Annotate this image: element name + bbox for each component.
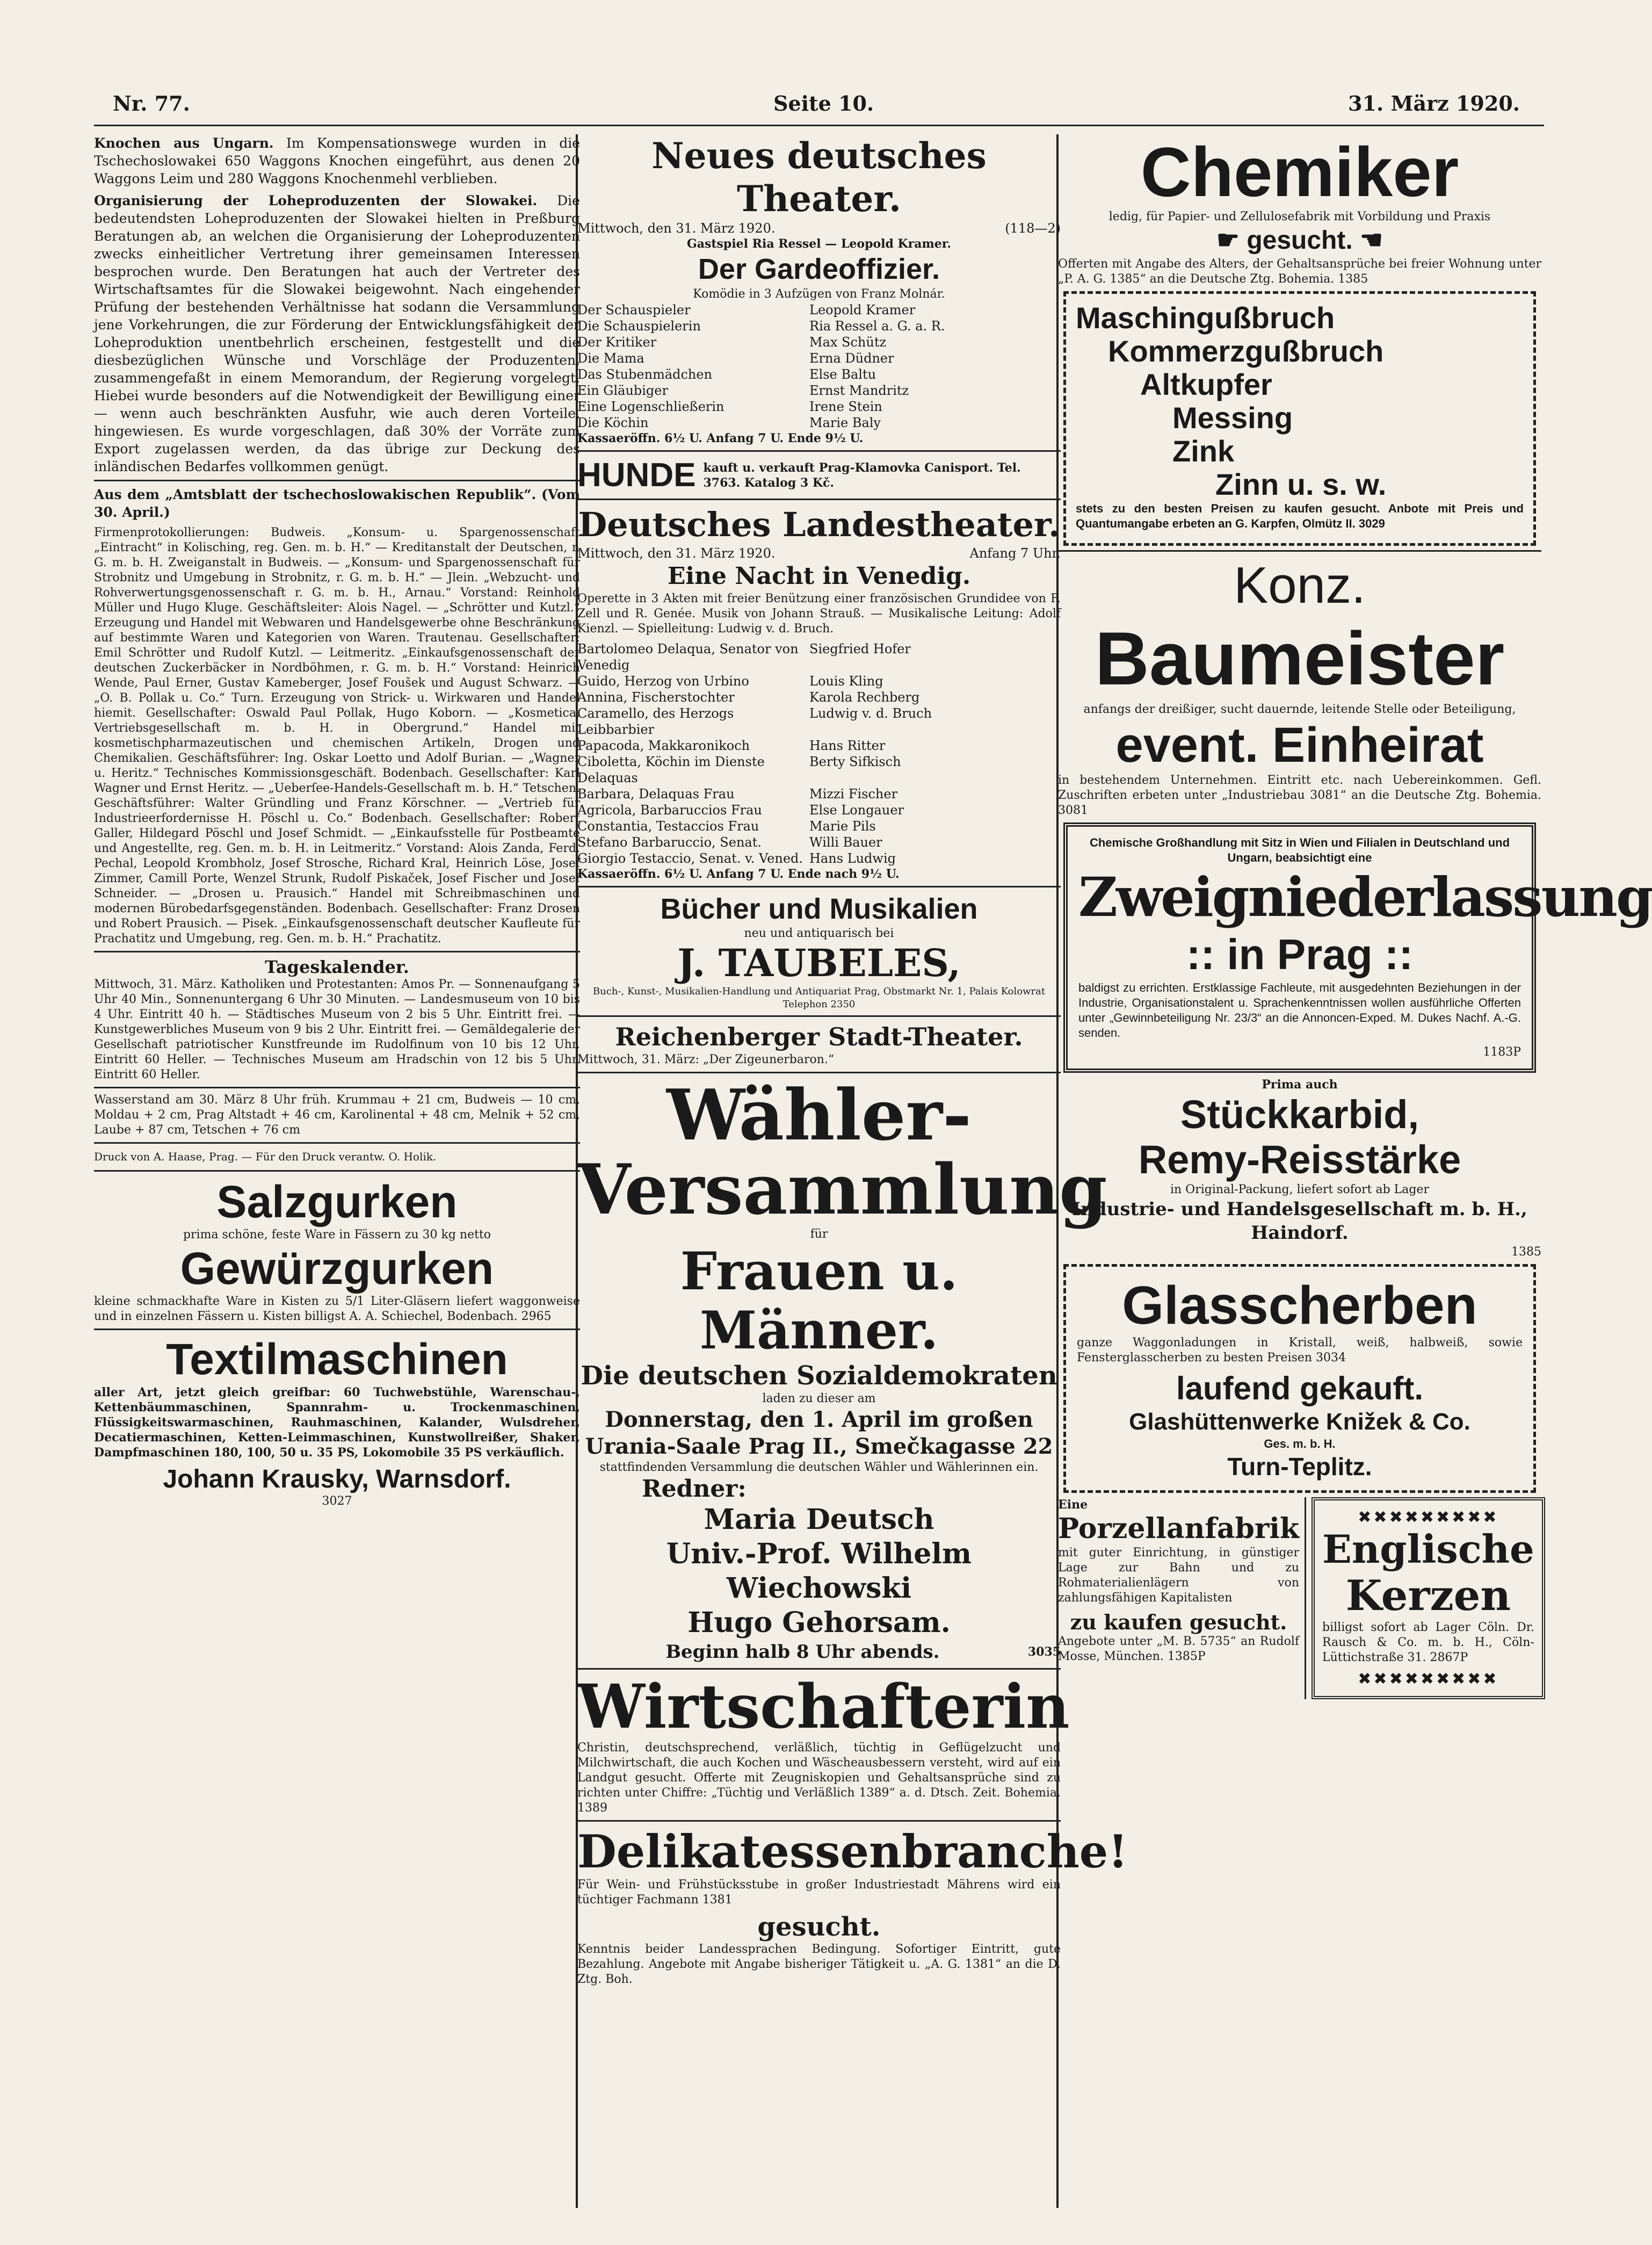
ad-chemiker-sub: ledig, für Papier- und Zellulosefabrik mit Vorbildung und Praxis bbox=[1108, 210, 1491, 223]
ad-delikatessen-text: Für Wein- und Frühstücksstube in großer Industriestadt Mährens wird ein tüchtiger Fachmann 1381 bbox=[577, 1878, 1061, 1907]
border-ornament-icon: ✖✖✖✖✖✖✖✖✖ bbox=[1358, 1670, 1499, 1688]
theater2-play: Eine Nacht in Venedig. bbox=[667, 562, 971, 590]
guss-line: Zinn u. s. w. bbox=[1215, 467, 1387, 501]
kalender-title: Tageskalender. bbox=[265, 957, 409, 977]
article-amtsblatt: Aus dem „Amtsblatt der tschechoslowakischen Republik“. (Vom 30. April.) bbox=[94, 487, 581, 520]
ad-porz-gesucht: zu kaufen gesucht. bbox=[1070, 1610, 1287, 1634]
ad-glas-text: ganze Waggonladungen in Kristall, weiß, halbweiß, sowie Fensterglasscherben zu besten Preisen 3034 bbox=[1077, 1336, 1523, 1365]
ad-taubeles-title: J. TAUBELES, bbox=[677, 941, 961, 985]
ad-buecher-sub: neu und antiquarisch bei bbox=[744, 927, 894, 940]
ad-waehler-title1: Wähler- bbox=[666, 1074, 972, 1156]
theater2-times: Kassaeröffn. 6½ U. Anfang 7 U. Ende nach 9½ U. bbox=[577, 867, 900, 881]
ad-textil-title: Textilmaschinen bbox=[166, 1335, 508, 1384]
guss-line: Messing bbox=[1172, 401, 1293, 435]
article-lohe: Organisierung der Loheproduzenten der Slowakei. Die bedeutendsten Loheproduzenten der Slowakei hielten in Preßburg Beratungen ab, an welchen die Organisierung der Loheproduzenten zwecks einheitlicher Vertretung ihrer gemeinsamen Interessen besprochen wurde. Den Beratungen hat auch der Vertreter des Wirtschaftsamtes für die Slowakei beigewohnt. Nach eingehender Prüfung der bestehenden Verhältnisse hat sodann die Versammlung jene Vorkehrungen, die zur Förderung der Entwicklungsfähigkeit der Loheproduktion unentbehrlich erscheinen, festgestellt und die diesbezüglichen Wünsche und Vorschläge der Produzenten, zusammengefaßt in einem Memorandum, der Regierung vorgelegt. Hiebei wurde besonders auf die Notwendigkeit der Bewilligung einer — wenn auch beschränkten Ausfuhr, wie auch deren Vorteile, hingewiesen. Es wurde vorgeschlagen, daß 30% der Vorräte zum Export zugelassen werden, da das übrige zur Deckung des inländischen Bedarfes vollkommen genügt. bbox=[94, 193, 580, 474]
ad-gewuerzgurken-title: Gewürzgurken bbox=[180, 1243, 494, 1294]
druck-text: Druck von A. Haase, Prag. — Für den Druck verantw. O. Holik. bbox=[94, 1150, 437, 1163]
ad-taubeles-text: Buch-, Kunst-, Musikalien-Handlung und Antiquariat Prag, Obstmarkt Nr. 1, Palais Kolowrat Telephon 2350 bbox=[592, 986, 1046, 1010]
ad-wirtschafterin-text: Christin, deutschsprechend, verläßlich, tüchtig in Geflügelzucht und Milchwirtschaft, die auch Kochen und Wäscheausbessern versteht, wird auf ein Landgut gesucht. Offerte mit Zeugniskopien und Gehaltsansprüche sind zu richten unter Chiffre: „Tüchtig und Verläßlich 1389“ a. d. Dtsch. Zeit. Bohemia. 1389 bbox=[577, 1741, 1061, 1815]
ad-waehler-frauen: Frauen u. Männer. bbox=[680, 1241, 958, 1361]
ad-chemiker-gesucht: ☛ gesucht. ☚ bbox=[1216, 226, 1383, 255]
ad-salzgurken-title: Salzgurken bbox=[216, 1176, 458, 1227]
guss-line: Kommerzgußbruch bbox=[1108, 334, 1384, 368]
cast-row: Die Mama Erna Düdner bbox=[577, 351, 894, 366]
cast-row: Der Kritiker Max Schütz bbox=[577, 335, 887, 350]
cast-row: Papacoda, Makkaronikoch Hans Ritter bbox=[577, 738, 886, 753]
cast-row: Guido, Herzog von Urbino Louis Kling bbox=[577, 674, 883, 689]
ad-waehler-title2: Versammlung bbox=[577, 1150, 1107, 1230]
cast-row: Constantia, Testaccios Frau Marie Pils bbox=[577, 819, 876, 834]
ad-waehler-beginn: Beginn halb 8 Uhr abends. 3035 bbox=[665, 1641, 1061, 1663]
ad-waehler-place: Urania-Saale Prag II., Smečkagasse 22 bbox=[585, 1434, 1053, 1459]
column-theater bbox=[577, 134, 1128, 2213]
guss-line: Maschingußbruch bbox=[1076, 301, 1335, 335]
border-ornament-icon: ✖✖✖✖✖✖✖✖✖ bbox=[1358, 1508, 1499, 1527]
ad-chemiker-title: Chemiker bbox=[1140, 133, 1459, 211]
ad-porzellan: Eine Porzellanfabrik mit guter Einrichtung, in günstiger Lage zur Bahn und zu Rohmaterialienlägern von zahlungsfähigen Kapitalisten zu kaufen gesucht. Angebote unter „M. B. 5735“ an Rudolf Mosse, München. 1385P bbox=[1058, 1497, 1306, 1699]
ad-hunde: HUNDE kauft u. verkauft Prag-Klamovka Canisport. Tel. 3763. Katalog 3 Kč. bbox=[577, 457, 1021, 494]
ad-reis-title: Remy-Reisstärke bbox=[1138, 1137, 1461, 1182]
ad-textil-num: 3027 bbox=[322, 1495, 352, 1508]
theater1-times: Kassaeröffn. 6½ U. Anfang 7 U. Ende 9½ U. bbox=[577, 431, 864, 445]
ad-gussbruch bbox=[1063, 291, 1536, 546]
article-knochen: Knochen aus Ungarn. Im Kompensationswege wurden in die Tschechoslowakei 650 Waggons Knochen eingeführt, aus denen 20 Waggons Leim und 280 Waggons Knochenmehl verblieben. bbox=[94, 135, 580, 186]
cast-row: Eine Logenschließerin Irene Stein bbox=[577, 399, 882, 414]
issue-number: Nr. 77. bbox=[113, 91, 190, 116]
wasserstand-text: Wasserstand am 30. März 8 Uhr früh. Krummau + 21 cm, Budweis — 10 cm, Moldau + 2 cm, Prag Altstadt + 46 cm, Karolinental + 48 cm, Melnik + 52 cm, Laube + 87 cm, Tetschen + 76 cm bbox=[94, 1093, 580, 1137]
guss-line: Zink bbox=[1172, 434, 1235, 468]
kalender-text: Mittwoch, 31. März. Katholiken und Protestanten: Amos Pr. — Sonnenaufgang 5 Uhr 40 Min., Sonnenuntergang 6 Uhr 30 Minuten. — Landesmuseum von 10 bis 4 Uhr. Eintritt 40 h. — Städtisches Museum von 2 bis 5 Uhr. Eintritt frei. — Kunstgewerbliches Museum von 9 bis 2 Uhr. Eintritt frei. — Gemäldegalerie der Gesellschaft patriotischer Kunstfreunde im Rudolfinum von 10 bis 12 Uhr. Eintritt 60 Heller. — Technisches Museum am Hradschin von 12 bis 5 Uhr. Eintritt 60 Heller. bbox=[94, 978, 580, 1081]
page-header bbox=[113, 91, 1520, 124]
ad-einheirat-text: in bestehendem Unternehmen. Eintritt etc. nach Uebereinkommen. Gefl. Zuschriften erbeten unter „Industriebau 3081“ an die Deutsche Ztg. Bohemia. 3081 bbox=[1058, 774, 1541, 817]
cast-row: Das Stubenmädchen Else Baltu bbox=[577, 367, 876, 382]
ad-karbid-title: Stückkarbid, bbox=[1180, 1092, 1419, 1137]
theater1-dateline: Mittwoch, den 31. März 1920. (118—2) bbox=[577, 221, 1061, 236]
ad-gussbruch-text: stets zu den besten Preisen zu kaufen gesucht. Anbote mit Preis und Quantumangabe erbeten an G. Karpfen, Olmütz II. 3029 bbox=[1076, 502, 1524, 530]
amtsblatt-text: Firmenprotokollierungen: Budweis. „Konsum- u. Spargenossenschaft „Eintracht“ in Kolisching, reg. Gen. m. b. H.“ — Kreditanstalt der Deutschen, r. G. m. b. H. Zweiganstalt in Budweis. — „Konsum- und Spargenossenschaft für Strobnitz und Umgebung in Strobnitz, r. G. m. b. H.“ — Jlein. „Webzucht- und Rohverwertungsgenossenschaft r. G. m. b. H., Arnau.“ Vorstand: Reinhold Müller und Hugo Kluge. Geschäftsleiter: Alois Nagel. — „Schrötter und Kutzl.“ Erzeugung und Handel mit Webwaren und Handelsgewerbe ohne Beschränkung auf bestimmte Waren und Kategorien von Waren. Trautenau. Gesellschafter: Emil Schrötter und Rudolf Kutzl. — Leitmeritz. „Einkaufsgenossenschaft der deutschen Zuckerbäcker in Nordböhmen, r. G. m. b. H.“ Vorstand: Heinrich Wende, Paul Erner, Gustav Kameberger, Josef Foušek und August Schwarz. — „O. B. Pollak u. Co.“ Turn. Erzeugung von Strick- u. Wirkwaren und Handel hiemit. Gesellschafter: Oswald Paul Pollak, Hugo Koborn. — „Kosmetica, Vertriebsgesellschaft m. b. H. in Obergrund.“ Handel mit kosmetischpharmazeutischen und chemischen Artikeln, Drogen und Chemikalien. Geschäftsführer: Ing. Oskar Loetto und Adolf Burian. — „Wagner u. Heritz.“ Technisches Kommissionsgeschäft. Bodenbach. Gesellschafter: Karl Wagner und Ernst Heritz. — „Ueberſee-Handels-Gesellschaft m. b. H.“ Tetschen. Geschäftsführer: Walter Gründling und Franz Körschner. — „Vertrieb für Industrieerfordernisse H. Pöschl u. Co.“ Bodenbach. Gesellschafter: Robert Galler, Hildegard Pöschl und Josef Schmidt. — „Einkaufsstelle für Postbeamte und Angestellte, reg. Gen. m. b. H. in Leitmeritz.“ Vorstand: Alois Zanda, Ferd. Pechal, Leopold Krombholz, Josef Strosche, Richard Kral, Heinrich Löse, Josef Zimmer, Camill Porte, Wenzel Strunk, Rudolf Piskaček, Josef Fischer und Josef Schneider. — „Drosen u. Prausich.“ Handel mit Schreibmaschinen und modernen Bürobedarfsgegenständen. Bodenbach. Gesellschafter: Franz Drosen und Robert Prausich. — Pisek. „Einkaufsgenossenschaft deutscher Kaufleute für Prachatitz und Umgebung, reg. Gen. m. b. H.“ Prachatitz. bbox=[94, 526, 580, 945]
ad-waehler-laden: laden zu dieser am bbox=[762, 1392, 876, 1405]
ad-delikatessen-title: Delikatessenbranche! bbox=[577, 1825, 1128, 1878]
ad-glas-ort: Turn-Teplitz. bbox=[1227, 1453, 1372, 1481]
theater2-cast bbox=[577, 641, 1061, 867]
cast-row: Stefano Barbaruccio, Senat. Willi Bauer bbox=[577, 835, 882, 850]
theater3-text: Mittwoch, 31. März: „Der Zigeunerbaron.“ bbox=[577, 1053, 835, 1066]
cast-row: Ein Gläubiger Ernst Mandritz bbox=[577, 383, 909, 398]
pointing-hand-icon: ☚ bbox=[1352, 226, 1383, 255]
ad-zweig-text: baldigst zu errichten. Erstklassige Fachleute, mit ausgedehnten Beziehungen in der Industrie, Organisationstalent u. Sprachenkenntnissen wollen ausführliche Offerten unter „Gewinnbeteiligung Nr. 23/3“ an die Annoncen-Exped. M. Dukes Nachf. A.-G. senden. bbox=[1078, 981, 1521, 1040]
bottom-ads bbox=[1058, 1497, 1541, 1699]
ad-glasscherben: Glasscherben ganze Waggonladungen in Kristall, weiß, halbweiß, sowie Fensterglasscherben zu besten Preisen 3034 laufend gekauft. Glashüttenwerke Knižek & Co. Ges. m. b. H. Turn-Teplitz. bbox=[1063, 1264, 1536, 1493]
theater1-title: Neues deutsches Theater. bbox=[651, 135, 987, 220]
theater1-sub: Komödie in 3 Aufzügen von Franz Molnár. bbox=[693, 287, 945, 301]
ad-karbid-prima: Prima auch bbox=[1262, 1078, 1338, 1092]
ad-glas-title: Glasscherben bbox=[1122, 1275, 1477, 1336]
ad-waehler-fuer: für bbox=[810, 1228, 828, 1241]
ad-baumeister-title: Konz. Baumeister bbox=[1095, 557, 1505, 701]
ad-waehler-redner3: Hugo Gehorsam. bbox=[687, 1606, 951, 1639]
theater3-title: Reichenberger Stadt-Theater. bbox=[615, 1022, 1023, 1051]
ad-waehler-redner-label: Redner: bbox=[642, 1475, 747, 1503]
column-ads: Chemiker ledig, für Papier- und Zellulosefabrik mit Vorbildung und Praxis ☛ gesucht. ☚ Offerten mit Angabe des Alters, der Gehaltsansprüche bei freier Wohnung unter „P. A. G. 1385“ an die Deutsche Ztg. Bohemia. 1385 Maschingußbruch Kommerzgußbruch Altkupfer Messing Zink Zinn u. s. w. stets zu den besten Preisen zu kaufen gesucht. Anbote mit Preis und Quantumangabe erbeten an G. Karpfen, Olmütz II. 3029 Konz. Baumeister anfangs der dreißiger, sucht dauernde, leitende Stelle oder Beteiligung, event. Einheirat in bestehendem Unternehmen. Eintritt etc. nach Uebereinkommen. Gefl. Zuschriften erbeten unter „Industriebau 3081“ an die Deutsche Ztg. Bohemia. 3081 Chemische Großhandlung mit Sitz in Wien und Filialen in Deutschland und Ungarn, beabsichtigt eine Zweigniederlassung :: in Prag :: baldigst zu errichten. Erstklassige Fachleute, mit ausgedehnten Beziehungen in der Industrie, Organisationstalent u. Sprachenkenntnissen wollen ausführliche Offerten unter „Gewinnbeteiligung Nr. 23/3“ an die Annoncen-Exped. M. Dukes Nachf. A.-G. senden. 1183P Prima auch Stückkarbid, Remy-Reisstärke in Original-Packung, liefert sofort ab Lager Industrie- und Handelsgesellschaft m. b. H., Haindorf. 1385 Glasscherben ganze Waggonladungen in Kristall, weiß, halbweiß, sowie Fensterglasscherben zu besten Preisen 3034 laufend gekauft. Glashüttenwerke Knižek & Co. Ges. m. b. H. Turn-Teplitz. Eine Porzellanfabrik mit guter Einrichtung, in günstiger Lage zur Bahn und zu Rohmaterialienlägern von zahlungsfähigen Kapitalisten zu kaufen gesucht. Angebote unter „M. B. 5735“ an Rudolf Mosse, München. 1385P ✖✖✖✖✖✖✖✖✖ Englische Kerzen billigst sofort ab Lager Cöln. Dr. Rausch & Co. m. b. H., Cöln-Lüttichstraße 31. 2867P ✖✖✖✖✖✖✖✖✖ bbox=[1058, 134, 1541, 2213]
ad-chemiker-text: Offerten mit Angabe des Alters, der Gehaltsansprüche bei freier Wohnung unter „P. A. G. 1385“ an die Deutsche Ztg. Bohemia. 1385 bbox=[1058, 257, 1541, 286]
ad-waehler-sozial: Die deutschen Sozialdemokraten bbox=[581, 1361, 1057, 1391]
header-rule bbox=[94, 125, 1544, 126]
ad-waehler-stattfindenden: stattfindenden Versammlung die deutschen Wähler und Wählerinnen ein. bbox=[599, 1461, 1039, 1474]
cast-row: Caramello, des Herzogs Leibbarbier Ludwig v. d. Bruch bbox=[577, 706, 932, 737]
theater2-desc: Operette in 3 Akten mit freier Benützung einer französischen Grundidee von F. Zell und R. Genée. Musik von Johann Strauß. — Musikalische Leitung: Adolf Kienzl. — Spielleitung: Ludwig v. d. Bruch. bbox=[577, 592, 1061, 636]
theater1-gast: Gastspiel Ria Ressel — Leopold Kramer. bbox=[686, 237, 952, 251]
issue-date: 31. März 1920. bbox=[1348, 91, 1520, 116]
cast-row: Der Schauspieler Leopold Kramer bbox=[577, 302, 916, 317]
pointing-hand-icon: ☛ bbox=[1216, 226, 1247, 255]
ad-waehler-redner1: Maria Deutsch bbox=[704, 1503, 934, 1536]
cast-row: Bartolomeo Delaqua, Senator von Venedig Siegfried Hofer bbox=[577, 641, 911, 673]
ad-zweigniederlassung: Chemische Großhandlung mit Sitz in Wien und Filialen in Deutschland und Ungarn, beabsichtigt eine Zweigniederlassung :: in Prag :: baldigst zu errichten. Erstklassige Fachleute, mit ausgedehnten Beziehungen in der Industrie, Organisationstalent u. Sprachenkenntnissen wollen ausführliche Offerten unter „Gewinnbeteiligung Nr. 23/3“ an die Annoncen-Exped. M. Dukes Nachf. A.-G. senden. 1183P bbox=[1063, 822, 1536, 1073]
cast-row: Giorgio Testaccio, Senat. v. Vened. Hans Ludwig bbox=[577, 851, 896, 866]
theater1-cast bbox=[577, 302, 1061, 431]
ad-einheirat-title: event. Einheirat bbox=[1115, 718, 1484, 773]
cast-row: Agricola, Barbaruccios Frau Else Longauer bbox=[577, 803, 904, 818]
cast-row: Annina, Fischerstochter Karola Rechberg bbox=[577, 690, 920, 705]
theater2-title: Deutsches Landestheater. bbox=[578, 505, 1060, 544]
ad-waehler-date: Donnerstag, den 1. April im großen bbox=[605, 1407, 1033, 1432]
ad-karbid-text: in Original-Packung, liefert sofort ab Lager bbox=[1170, 1183, 1430, 1196]
ad-delikatessen-gesucht: gesucht. bbox=[757, 1912, 881, 1942]
ad-salzgurken-text: prima schöne, feste Ware in Fässern zu 30 kg netto bbox=[183, 1228, 491, 1241]
ad-porz-title: Porzellanfabrik bbox=[1058, 1512, 1300, 1545]
page-number: Seite 10. bbox=[773, 91, 874, 116]
cast-row: Ciboletta, Köchin im Dienste Delaquas Berty Sifkisch bbox=[577, 754, 901, 785]
ad-zweig-prag: :: in Prag :: bbox=[1186, 930, 1414, 978]
column-news bbox=[94, 134, 580, 2213]
ad-zweig-title: Zweigniederlassung bbox=[1078, 865, 1652, 929]
cast-row: Die Schauspielerin Ria Ressel a. G. a. R. bbox=[577, 319, 945, 334]
theater1-play: Der Gardeoffizier. bbox=[698, 253, 940, 285]
ad-gewuerzgurken-text: kleine schmackhafte Ware in Kisten zu 5/1 Liter-Gläsern liefert waggonweise und in einzelnen Fässern u. Kisten billigst A. A. Schiechel, Bodenbach. 2965 bbox=[94, 1295, 580, 1323]
ad-karbid-firm: Industrie- und Handelsgesellschaft m. b. H., Haindorf. bbox=[1072, 1199, 1527, 1244]
guss-line: Altkupfer bbox=[1140, 367, 1272, 401]
ad-textil-firm: Johann Krausky, Warnsdorf. bbox=[163, 1465, 511, 1493]
ad-glas-firm: Glashüttenwerke Knižek & Co. bbox=[1129, 1409, 1470, 1435]
ad-wirtschafterin-title: Wirtschafterin bbox=[577, 1672, 1070, 1742]
cast-row: Die Köchin Marie Baly bbox=[577, 415, 881, 430]
ad-buecher-title: Bücher und Musikalien bbox=[660, 893, 978, 925]
ad-waehler-redner2: Univ.-Prof. Wilhelm Wiechowski bbox=[666, 1537, 972, 1605]
ad-textil-text: aller Art, jetzt gleich greifbar: 60 Tuchwebstühle, Warenschau-, Kettenbäummaschinen, Spannrahm- u. Trockenmaschinen, Flüssigkeitswarmaschinen, Rauhmaschinen, Kalander, Wulsdreher, Decatiermaschinen, Ketten-Leimmaschinen, Kunstwollreißer, Shaker, Dampfmaschinen 180, 100, 50 u. 35 PS, Lokomobile 35 PS verkäuflich. bbox=[94, 1385, 580, 1460]
ad-kerzen: ✖✖✖✖✖✖✖✖✖ Englische Kerzen billigst sofort ab Lager Cöln. Dr. Rausch & Co. m. b. H., Cöln-Lüttichstraße 31. 2867P ✖✖✖✖✖✖✖✖✖ bbox=[1312, 1497, 1545, 1699]
ad-delikatessen-text2: Kenntnis beider Landessprachen Bedingung. Sofortiger Eintritt, gute Bezahlung. Angebote mit Angabe bisheriger Tätigkeit u. „A. G. 1381“ an die D. Ztg. Boh. bbox=[577, 1943, 1061, 1986]
cast-row: Barbara, Delaquas Frau Mizzi Fischer bbox=[577, 786, 898, 802]
ad-baumeister-text: anfangs der dreißiger, sucht dauernde, leitende Stelle oder Beteiligung, bbox=[1083, 703, 1516, 716]
theater2-dateline: Mittwoch, den 31. März 1920. Anfang 7 Uhr. bbox=[577, 546, 1061, 561]
ad-glas-gekauft: laufend gekauft. bbox=[1176, 1370, 1424, 1406]
